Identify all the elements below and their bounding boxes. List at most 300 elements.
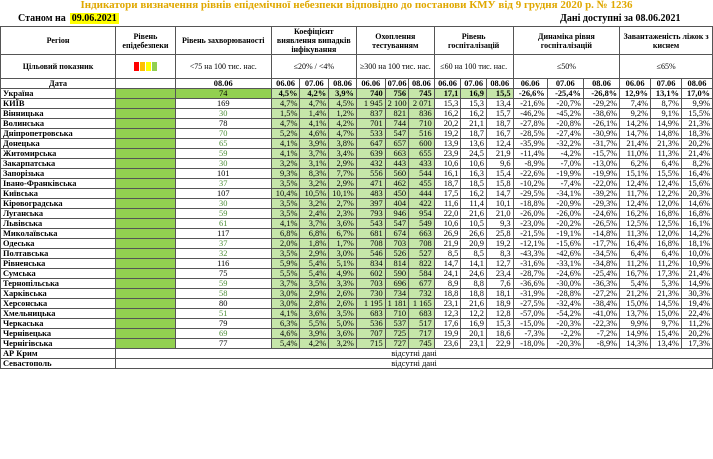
test-value: 834 — [356, 259, 385, 269]
det-value: 10,5% — [300, 189, 329, 199]
hosp-value: 14,1 — [461, 259, 487, 269]
test-value: 708 — [409, 239, 435, 249]
test-value: 655 — [409, 149, 435, 159]
det-value: 5,4% — [300, 269, 329, 279]
header-bed-load: Завантаженість ліжок з киснем — [620, 27, 713, 55]
test-value: 455 — [409, 179, 435, 189]
table-row — [1, 209, 713, 219]
test-value: 2 071 — [409, 99, 435, 109]
bed-value: 12,0% — [651, 199, 682, 209]
dyn-value: -20,9% — [547, 199, 583, 209]
dyn-value: -22,6% — [513, 169, 547, 179]
page-title: Індикатори визначення рівнів епідемічної небезпеки відповідно до постанови КМУ від 9 грудня 2020 р. № 1236 — [80, 0, 633, 11]
bed-value: 6,4% — [651, 159, 682, 169]
region-name: Київська — [1, 189, 116, 199]
bed-value: 13,1% — [651, 89, 682, 99]
test-value: 602 — [356, 269, 385, 279]
test-value: 732 — [409, 289, 435, 299]
dyn-value: -31,7% — [583, 139, 619, 149]
hosp-value: 23,1 — [461, 339, 487, 349]
region-name: Україна — [1, 89, 116, 99]
test-value: 703 — [356, 279, 385, 289]
test-value: 639 — [356, 149, 385, 159]
hosp-value: 18,7 — [461, 129, 487, 139]
bed-value: 14,9% — [620, 329, 651, 339]
table-row — [1, 179, 713, 189]
level-cell — [116, 229, 176, 239]
bed-value: 15,0% — [651, 309, 682, 319]
det-value: 3,9% — [300, 329, 329, 339]
bed-value: 16,1% — [681, 219, 712, 229]
det-value: 2,7% — [329, 199, 357, 209]
dyn-value: -20,7% — [547, 99, 583, 109]
det-value: 3,6% — [329, 219, 357, 229]
hosp-value: 11,4 — [461, 199, 487, 209]
bed-value: 9,7% — [651, 319, 682, 329]
dyn-value: -20,3% — [547, 339, 583, 349]
dyn-value: -29,5% — [513, 189, 547, 199]
test-value: 647 — [356, 139, 385, 149]
test-value: 730 — [356, 289, 385, 299]
test-value: 822 — [409, 259, 435, 269]
header-row — [1, 27, 713, 55]
test-value: 533 — [356, 129, 385, 139]
header-testing: Охоплення тестуванням — [356, 27, 434, 55]
bed-value: 11,0% — [620, 149, 651, 159]
bed-value: 20,2% — [681, 139, 712, 149]
hosp-value: 13,9 — [434, 139, 461, 149]
date-hosp-2: 07.06 — [461, 79, 487, 89]
bed-value: 5,3% — [651, 279, 682, 289]
hosp-value: 16,3 — [461, 169, 487, 179]
det-value: 3,4% — [329, 149, 357, 159]
dyn-value: -29,3% — [583, 199, 619, 209]
test-value: 715 — [356, 339, 385, 349]
det-value: 4,5% — [329, 99, 357, 109]
bed-value: 21,4% — [681, 269, 712, 279]
region-name: Дніпропетровська — [1, 129, 116, 139]
hosp-value: 18,7 — [434, 179, 461, 189]
bed-value: 14,9% — [651, 119, 682, 129]
hosp-value: 9,6 — [486, 159, 513, 169]
region-name: Волинська — [1, 119, 116, 129]
hosp-value: 22,9 — [486, 339, 513, 349]
dyn-value: -38,6% — [583, 109, 619, 119]
bed-value: 14,5% — [651, 299, 682, 309]
det-value: 6,8% — [271, 229, 300, 239]
test-value: 1 945 — [356, 99, 385, 109]
det-value: 3,2% — [300, 199, 329, 209]
hosp-value: 8,9 — [434, 279, 461, 289]
table-row-total — [1, 89, 713, 99]
det-value: 5,4% — [271, 339, 300, 349]
bed-value: 8,2% — [681, 159, 712, 169]
dyn-value: -10,2% — [513, 179, 547, 189]
region-name: Житомирська — [1, 149, 116, 159]
test-value: 745 — [409, 339, 435, 349]
bed-value: 12,0% — [651, 229, 682, 239]
dyn-value: -7,0% — [547, 159, 583, 169]
incidence-value: 65 — [175, 139, 271, 149]
hosp-value: 14,7 — [434, 259, 461, 269]
test-value: 483 — [356, 189, 385, 199]
det-value: 6,7% — [329, 229, 357, 239]
hosp-value: 23,4 — [486, 269, 513, 279]
dyn-value: -34,8% — [583, 259, 619, 269]
bed-value: 14,8% — [651, 129, 682, 139]
test-value: 707 — [356, 329, 385, 339]
region-name: Донецька — [1, 139, 116, 149]
det-value: 5,4% — [300, 259, 329, 269]
dyn-value: -8,9% — [583, 339, 619, 349]
hosp-value: 16,2 — [461, 109, 487, 119]
bed-value: 9,9% — [620, 319, 651, 329]
data-available-note: Дані доступні за 08.06.2021 — [560, 13, 681, 24]
table-row — [1, 149, 713, 159]
test-value: 793 — [356, 209, 385, 219]
incidence-value: 30 — [175, 159, 271, 169]
test-value: 2 100 — [385, 99, 408, 109]
hosp-value: 25,8 — [486, 229, 513, 239]
bed-value: 9,2% — [620, 109, 651, 119]
target-testing: ≥300 на 100 тис. нас. — [356, 55, 434, 79]
table-row — [1, 269, 713, 279]
region-name: Сумська — [1, 269, 116, 279]
dyn-value: -27,4% — [547, 129, 583, 139]
incidence-value: 59 — [175, 209, 271, 219]
bed-value: 21,4% — [620, 139, 651, 149]
det-value: 4,2% — [300, 89, 329, 99]
hosp-value: 21,9 — [434, 239, 461, 249]
hosp-value: 13,6 — [461, 139, 487, 149]
level-cell — [116, 259, 176, 269]
bed-value: 10,0% — [681, 249, 712, 259]
bed-value: 30,3% — [681, 289, 712, 299]
level-cell — [116, 319, 176, 329]
dyn-value: -15,0% — [513, 319, 547, 329]
region-name: Запорізька — [1, 169, 116, 179]
test-value: 517 — [409, 319, 435, 329]
test-value: 663 — [409, 229, 435, 239]
date-testing-3: 08.06 — [409, 79, 435, 89]
det-value: 5,5% — [271, 269, 300, 279]
date-testing-1: 06.06 — [356, 79, 385, 89]
test-value: 744 — [385, 119, 408, 129]
region-name: Севастополь — [1, 359, 116, 369]
table-row — [1, 239, 713, 249]
test-value: 537 — [385, 319, 408, 329]
dyn-value: -20,3% — [547, 319, 583, 329]
date-dyn-1: 06.06 — [513, 79, 547, 89]
bed-value: 11,3% — [651, 149, 682, 159]
test-value: 549 — [409, 219, 435, 229]
det-value: 1,2% — [329, 109, 357, 119]
date-incidence: 08.06 — [175, 79, 271, 89]
hosp-value: 22,0 — [434, 209, 461, 219]
target-row — [1, 55, 713, 79]
hosp-value: 10,6 — [434, 159, 461, 169]
hosp-value: 16,1 — [434, 169, 461, 179]
level-cell — [116, 239, 176, 249]
bed-value: 15,4% — [651, 329, 682, 339]
det-value: 2,9% — [329, 179, 357, 189]
det-value: 2,4% — [300, 209, 329, 219]
dyn-value: -35,9% — [513, 139, 547, 149]
hosp-value: 23,9 — [434, 149, 461, 159]
target-detection: ≤20% / <4% — [271, 55, 356, 79]
dyn-value: -28,8% — [547, 289, 583, 299]
hosp-value: 12,2 — [461, 309, 487, 319]
table-row — [1, 99, 713, 109]
incidence-value: 77 — [175, 339, 271, 349]
bed-value: 18,3% — [681, 129, 712, 139]
hosp-value: 10,6 — [434, 219, 461, 229]
hosp-value: 19,2 — [486, 239, 513, 249]
det-value: 2,8% — [300, 299, 329, 309]
hosp-value: 24,6 — [461, 269, 487, 279]
bed-value: 16,8% — [681, 209, 712, 219]
dyn-value: -7,2% — [583, 329, 619, 339]
test-value: 740 — [356, 89, 385, 99]
level-cell — [116, 89, 176, 99]
dyn-value: -26,6% — [513, 89, 547, 99]
test-value: 745 — [409, 89, 435, 99]
hosp-value: 18,7 — [486, 119, 513, 129]
level-cell — [116, 189, 176, 199]
dyn-value: -27,5% — [513, 299, 547, 309]
dyn-value: -23,0% — [513, 219, 547, 229]
test-value: 837 — [356, 109, 385, 119]
bed-value: 11,7% — [620, 189, 651, 199]
hosp-value: 8,8 — [461, 279, 487, 289]
test-value: 536 — [356, 319, 385, 329]
incidence-value: 59 — [175, 279, 271, 289]
dyn-value: -36,6% — [513, 279, 547, 289]
date-testing-2: 07.06 — [385, 79, 408, 89]
det-value: 3,5% — [271, 249, 300, 259]
hosp-value: 23,6 — [434, 339, 461, 349]
bed-value: 21,3% — [651, 289, 682, 299]
dyn-value: -22,3% — [583, 319, 619, 329]
test-value: 725 — [385, 329, 408, 339]
dyn-value: -31,9% — [513, 289, 547, 299]
hosp-value: 19,9 — [434, 329, 461, 339]
det-value: 4,7% — [300, 99, 329, 109]
hosp-value: 16,2 — [434, 109, 461, 119]
level-cell — [116, 139, 176, 149]
level-color-yellow — [146, 62, 151, 71]
test-value: 600 — [409, 139, 435, 149]
no-data-text: відсутні дані — [116, 349, 713, 359]
hosp-value: 11,6 — [434, 199, 461, 209]
det-value: 4,1% — [271, 309, 300, 319]
dyn-value: -30,9% — [583, 129, 619, 139]
det-value: 3,5% — [271, 199, 300, 209]
det-value: 10,4% — [271, 189, 300, 199]
det-value: 4,2% — [329, 119, 357, 129]
hosp-value: 12,8 — [486, 309, 513, 319]
hosp-value: 18,8 — [434, 289, 461, 299]
table-row — [1, 299, 713, 309]
header-hospitalization: Рівень госпіталізацій — [434, 27, 513, 55]
dyn-value: -45,2% — [547, 109, 583, 119]
bed-value: 16,8% — [651, 209, 682, 219]
det-value: 3,7% — [300, 219, 329, 229]
det-value: 2,3% — [329, 209, 357, 219]
hosp-value: 8,5 — [461, 249, 487, 259]
bed-value: 22,4% — [681, 309, 712, 319]
test-value: 547 — [385, 219, 408, 229]
incidence-value: 117 — [175, 229, 271, 239]
det-value: 3,5% — [329, 309, 357, 319]
table-row — [1, 259, 713, 269]
test-value: 836 — [409, 109, 435, 119]
level-cell — [116, 309, 176, 319]
bed-value: 13,4% — [651, 339, 682, 349]
bed-value: 16,2% — [620, 209, 651, 219]
header-hosp-dynamics: Динаміка рівня госпіталізацій — [513, 27, 620, 55]
incidence-value: 169 — [175, 99, 271, 109]
det-value: 3,5% — [271, 209, 300, 219]
dyn-value: -21,6% — [513, 99, 547, 109]
det-value: 1,5% — [271, 109, 300, 119]
table-row — [1, 289, 713, 299]
level-cell — [116, 249, 176, 259]
target-bed-load: ≤65% — [620, 55, 713, 79]
date-row-label: Дата — [1, 79, 116, 89]
level-cell — [116, 279, 176, 289]
dyn-value: -34,1% — [547, 189, 583, 199]
date-detection-3: 08.06 — [329, 79, 357, 89]
det-value: 3,6% — [300, 309, 329, 319]
hosp-value: 24,1 — [434, 269, 461, 279]
det-value: 3,5% — [271, 179, 300, 189]
incidence-value: 61 — [175, 219, 271, 229]
dyn-value: -43,3% — [513, 249, 547, 259]
bed-value: 14,2% — [681, 229, 712, 239]
hosp-value: 21,9 — [486, 149, 513, 159]
bed-value: 21,3% — [681, 119, 712, 129]
test-value: 683 — [409, 309, 435, 319]
det-value: 2,6% — [329, 299, 357, 309]
det-value: 5,5% — [300, 319, 329, 329]
hosp-value: 21,6 — [461, 209, 487, 219]
dyn-value: -31,6% — [513, 259, 547, 269]
date-bed-3: 08.06 — [681, 79, 712, 89]
incidence-value: 37 — [175, 179, 271, 189]
dyn-value: -39,2% — [583, 189, 619, 199]
dyn-value: -26,1% — [583, 119, 619, 129]
bed-value: 14,7% — [620, 129, 651, 139]
dyn-value: -34,5% — [583, 249, 619, 259]
dyn-value: -11,4% — [513, 149, 547, 159]
hosp-value: 12,7 — [486, 259, 513, 269]
det-value: 4,5% — [271, 89, 300, 99]
dyn-value: -24,6% — [547, 269, 583, 279]
hosp-value: 26,9 — [434, 229, 461, 239]
bed-value: 12,9% — [620, 89, 651, 99]
dyn-value: -38,4% — [583, 299, 619, 309]
dyn-value: -26,5% — [583, 219, 619, 229]
table-row — [1, 189, 713, 199]
test-value: 946 — [385, 209, 408, 219]
dyn-value: -20,8% — [547, 119, 583, 129]
table-row — [1, 229, 713, 239]
incidence-value: 58 — [175, 289, 271, 299]
dyn-value: -18,8% — [513, 199, 547, 209]
dyn-value: -19,1% — [547, 229, 583, 239]
bed-value: 11,2% — [681, 319, 712, 329]
hosp-value: 15,3 — [486, 319, 513, 329]
dyn-value: -57,0% — [513, 309, 547, 319]
dyn-value: -15,7% — [583, 149, 619, 159]
det-value: 4,2% — [300, 339, 329, 349]
region-name: АР Крим — [1, 349, 116, 359]
det-value: 3,7% — [271, 279, 300, 289]
region-name: Миколаївська — [1, 229, 116, 239]
det-value: 2,9% — [300, 249, 329, 259]
hosp-value: 26,6 — [461, 229, 487, 239]
hosp-value: 18,5 — [461, 179, 487, 189]
dyn-value: -32,2% — [547, 139, 583, 149]
test-value: 543 — [356, 219, 385, 229]
det-value: 2,0% — [271, 239, 300, 249]
date-dyn-3: 08.06 — [583, 79, 619, 89]
bed-value: 16,8% — [651, 239, 682, 249]
dyn-value: -25,4% — [583, 269, 619, 279]
bed-value: 15,1% — [620, 169, 651, 179]
bed-value: 16,7% — [620, 269, 651, 279]
bed-value: 15,5% — [651, 169, 682, 179]
status-as-of — [18, 13, 119, 24]
region-name: Закарпатська — [1, 159, 116, 169]
bed-value: 10,9% — [681, 259, 712, 269]
table-row — [1, 139, 713, 149]
dyn-value: -32,4% — [547, 299, 583, 309]
incidence-value: 107 — [175, 189, 271, 199]
region-name: Вінницька — [1, 109, 116, 119]
header-region: Регіон — [1, 27, 116, 55]
header-level: Рівень епідебезпеки — [116, 27, 176, 55]
hosp-value: 15,7 — [486, 109, 513, 119]
dyn-value: -7,4% — [547, 179, 583, 189]
hosp-value: 21,0 — [486, 209, 513, 219]
det-value: 3,6% — [329, 329, 357, 339]
hosp-value: 20,1 — [461, 329, 487, 339]
date-level — [116, 79, 176, 89]
status-as-of-label: Станом на — [18, 13, 66, 24]
det-value: 5,2% — [271, 129, 300, 139]
bed-value: 9,1% — [651, 109, 682, 119]
test-value: 1 195 — [356, 299, 385, 309]
test-value: 443 — [385, 159, 408, 169]
dyn-value: -24,6% — [583, 209, 619, 219]
dyn-value: -28,7% — [513, 269, 547, 279]
date-detection-2: 07.06 — [300, 79, 329, 89]
date-bed-2: 07.06 — [651, 79, 682, 89]
level-cell — [116, 109, 176, 119]
det-value: 4,6% — [271, 329, 300, 339]
region-name: КИЇВ — [1, 99, 116, 109]
level-cell — [116, 159, 176, 169]
dyn-value: -17,7% — [583, 239, 619, 249]
dyn-value: -19,9% — [583, 169, 619, 179]
region-name: Івано-Франківська — [1, 179, 116, 189]
dyn-value: -54,2% — [547, 309, 583, 319]
level-color-red — [134, 62, 139, 71]
region-name: Одеська — [1, 239, 116, 249]
dyn-value: -8,9% — [513, 159, 547, 169]
